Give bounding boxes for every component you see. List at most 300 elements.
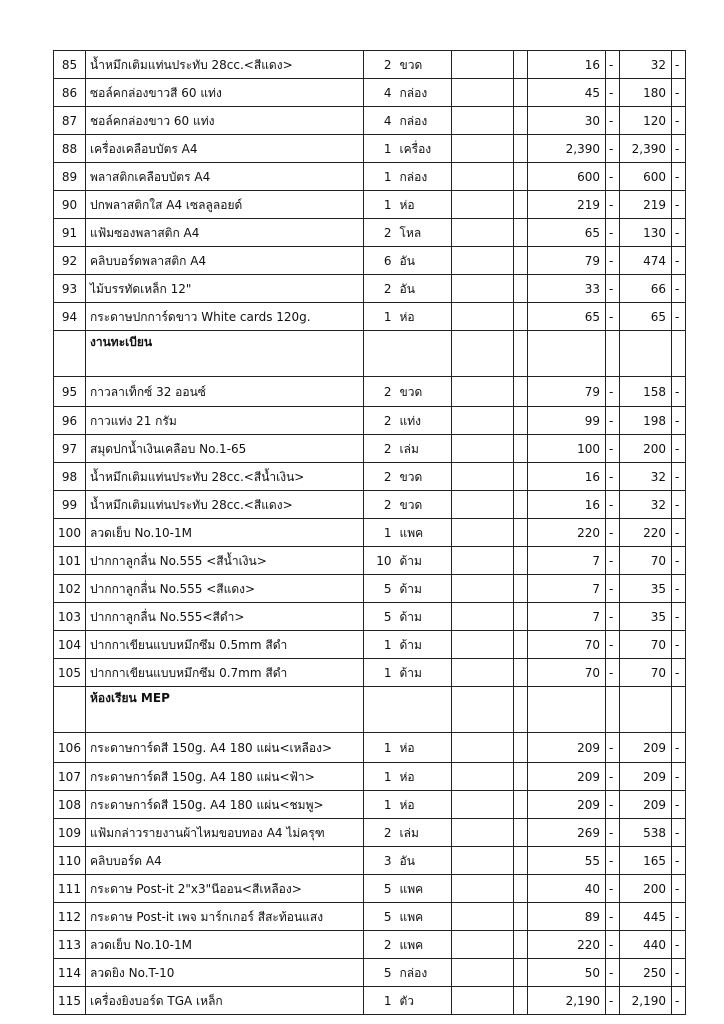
row-number: 115 bbox=[54, 987, 86, 1015]
unit-price: 89 bbox=[528, 903, 606, 931]
row-number: 112 bbox=[54, 903, 86, 931]
unit-price: 65 bbox=[528, 219, 606, 247]
spacer-cell bbox=[514, 191, 528, 219]
spacer-cell bbox=[452, 687, 514, 733]
unit-price: 2,390 bbox=[528, 135, 606, 163]
item-quantity: 1 bbox=[364, 763, 398, 791]
row-number: 107 bbox=[54, 763, 86, 791]
table-row bbox=[54, 791, 686, 819]
table-row bbox=[54, 191, 686, 219]
unit-price: 99 bbox=[528, 407, 606, 435]
total-price: 32 bbox=[620, 463, 672, 491]
item-quantity: 1 bbox=[364, 135, 398, 163]
unit-price: 7 bbox=[528, 575, 606, 603]
row-number: 113 bbox=[54, 931, 86, 959]
total-price: 35 bbox=[620, 603, 672, 631]
unit-price-dash: - bbox=[606, 303, 620, 331]
spacer-cell bbox=[514, 659, 528, 687]
unit-price-dash: - bbox=[606, 931, 620, 959]
table-row bbox=[54, 847, 686, 875]
spacer-cell bbox=[452, 191, 514, 219]
unit-price-dash: - bbox=[606, 819, 620, 847]
table-row bbox=[54, 303, 686, 331]
total-price-dash: - bbox=[672, 51, 686, 79]
item-unit: เล่ม bbox=[398, 819, 452, 847]
item-name: ปากกาลูกลื่น No.555<สีดำ> bbox=[86, 603, 364, 631]
table-row bbox=[54, 51, 686, 79]
row-number: 108 bbox=[54, 791, 86, 819]
item-name: กระดาษ Post-it เพจ มาร์กเกอร์ สีสะท้อนแสง bbox=[86, 903, 364, 931]
item-quantity: 5 bbox=[364, 875, 398, 903]
row-number: 98 bbox=[54, 463, 86, 491]
total-price-dash: - bbox=[672, 435, 686, 463]
unit-price-dash: - bbox=[606, 547, 620, 575]
total-price-dash: - bbox=[672, 847, 686, 875]
item-quantity: 1 bbox=[364, 791, 398, 819]
total-price-dash: - bbox=[672, 987, 686, 1015]
unit-price: 55 bbox=[528, 847, 606, 875]
item-quantity: 1 bbox=[364, 733, 398, 763]
unit-price: 40 bbox=[528, 875, 606, 903]
unit-price-dash: - bbox=[606, 135, 620, 163]
total-price: 209 bbox=[620, 733, 672, 763]
table-row bbox=[54, 903, 686, 931]
unit-price-dash: - bbox=[606, 987, 620, 1015]
spacer-cell bbox=[514, 733, 528, 763]
unit-price: 70 bbox=[528, 631, 606, 659]
unit-price-dash: - bbox=[606, 603, 620, 631]
table-row bbox=[54, 875, 686, 903]
spacer-cell bbox=[452, 219, 514, 247]
unit-price-dash: - bbox=[606, 491, 620, 519]
unit-price-dash-cell bbox=[606, 331, 620, 377]
spacer-cell bbox=[452, 247, 514, 275]
total-price-dash: - bbox=[672, 659, 686, 687]
unit-price-dash: - bbox=[606, 79, 620, 107]
unit-cell bbox=[398, 331, 452, 377]
item-quantity: 1 bbox=[364, 191, 398, 219]
item-quantity: 4 bbox=[364, 107, 398, 135]
item-unit: เล่ม bbox=[398, 435, 452, 463]
spacer-cell bbox=[452, 733, 514, 763]
spacer-cell bbox=[452, 135, 514, 163]
item-unit: ขวด bbox=[398, 51, 452, 79]
total-price-cell bbox=[620, 687, 672, 733]
spacer-cell bbox=[514, 687, 528, 733]
item-quantity: 2 bbox=[364, 435, 398, 463]
total-price-dash: - bbox=[672, 959, 686, 987]
row-number: 103 bbox=[54, 603, 86, 631]
spacer-cell bbox=[514, 135, 528, 163]
item-unit: ห่อ bbox=[398, 763, 452, 791]
item-name: กาวลาเท็กซ์ 32 ออนซ์ bbox=[86, 377, 364, 407]
row-number: 105 bbox=[54, 659, 86, 687]
total-price: 220 bbox=[620, 519, 672, 547]
table-row bbox=[54, 603, 686, 631]
item-quantity: 2 bbox=[364, 463, 398, 491]
spacer-cell bbox=[452, 959, 514, 987]
spacer-cell bbox=[452, 819, 514, 847]
unit-price: 100 bbox=[528, 435, 606, 463]
section-title: งานทะเบียน bbox=[86, 331, 364, 377]
spacer-cell bbox=[514, 51, 528, 79]
table-row bbox=[54, 659, 686, 687]
total-price-dash: - bbox=[672, 247, 686, 275]
total-price-dash: - bbox=[672, 303, 686, 331]
item-quantity: 1 bbox=[364, 163, 398, 191]
item-quantity: 1 bbox=[364, 987, 398, 1015]
total-price: 198 bbox=[620, 407, 672, 435]
unit-price: 79 bbox=[528, 377, 606, 407]
item-unit: กล่อง bbox=[398, 79, 452, 107]
spacer-cell bbox=[452, 987, 514, 1015]
item-name: ลวดเย็บ No.10-1M bbox=[86, 931, 364, 959]
item-unit: ขวด bbox=[398, 377, 452, 407]
row-number: 94 bbox=[54, 303, 86, 331]
total-price-dash: - bbox=[672, 377, 686, 407]
item-name: ปากกาลูกลื่น No.555 <สีน้ำเงิน> bbox=[86, 547, 364, 575]
item-name: พลาสติกเคลือบบัตร A4 bbox=[86, 163, 364, 191]
row-number: 91 bbox=[54, 219, 86, 247]
total-price: 474 bbox=[620, 247, 672, 275]
table-row bbox=[54, 79, 686, 107]
total-price: 440 bbox=[620, 931, 672, 959]
unit-price-dash: - bbox=[606, 247, 620, 275]
unit-price-dash: - bbox=[606, 575, 620, 603]
unit-price-dash: - bbox=[606, 959, 620, 987]
spacer-cell bbox=[452, 491, 514, 519]
item-unit: แพค bbox=[398, 903, 452, 931]
total-price-dash: - bbox=[672, 275, 686, 303]
table-row bbox=[54, 107, 686, 135]
item-quantity: 5 bbox=[364, 959, 398, 987]
item-name: น้ำหมึกเติมแท่นประทับ 28cc.<สีแดง> bbox=[86, 51, 364, 79]
item-unit: ด้าม bbox=[398, 659, 452, 687]
spacer-cell bbox=[452, 791, 514, 819]
item-unit: ห่อ bbox=[398, 191, 452, 219]
total-price-dash: - bbox=[672, 547, 686, 575]
total-price-dash-cell bbox=[672, 687, 686, 733]
total-price: 120 bbox=[620, 107, 672, 135]
unit-price: 33 bbox=[528, 275, 606, 303]
total-price: 250 bbox=[620, 959, 672, 987]
spacer-cell bbox=[514, 931, 528, 959]
spacer-cell bbox=[514, 987, 528, 1015]
total-price: 538 bbox=[620, 819, 672, 847]
total-price: 2,190 bbox=[620, 987, 672, 1015]
unit-price: 2,190 bbox=[528, 987, 606, 1015]
item-quantity: 2 bbox=[364, 51, 398, 79]
spacer-cell bbox=[514, 163, 528, 191]
item-name: ชอล์คกล่องขาว 60 แท่ง bbox=[86, 107, 364, 135]
total-price: 200 bbox=[620, 435, 672, 463]
item-name: แฟ้มกล่าวรายงานผ้าไหมขอบทอง A4 ไม่ครุฑ bbox=[86, 819, 364, 847]
unit-price: 50 bbox=[528, 959, 606, 987]
row-number: 90 bbox=[54, 191, 86, 219]
item-unit: แพค bbox=[398, 519, 452, 547]
section-title: ห้องเรียน MEP bbox=[86, 687, 364, 733]
unit-price: 70 bbox=[528, 659, 606, 687]
total-price-dash: - bbox=[672, 519, 686, 547]
spacer-cell bbox=[452, 303, 514, 331]
spacer-cell bbox=[452, 875, 514, 903]
spacer-cell bbox=[452, 903, 514, 931]
item-quantity: 1 bbox=[364, 631, 398, 659]
total-price-dash: - bbox=[672, 79, 686, 107]
row-number: 102 bbox=[54, 575, 86, 603]
spacer-cell bbox=[514, 791, 528, 819]
spacer-cell bbox=[514, 107, 528, 135]
item-unit: กล่อง bbox=[398, 107, 452, 135]
item-name: กระดาษการ์ดสี 150g. A4 180 แผ่น<ฟ้า> bbox=[86, 763, 364, 791]
unit-price: 79 bbox=[528, 247, 606, 275]
unit-price: 220 bbox=[528, 519, 606, 547]
table-row bbox=[54, 435, 686, 463]
item-name: กระดาษ Post-it 2"x3"นีออน<สีเหลือง> bbox=[86, 875, 364, 903]
total-price: 158 bbox=[620, 377, 672, 407]
unit-price-dash: - bbox=[606, 733, 620, 763]
unit-price: 209 bbox=[528, 791, 606, 819]
total-price-dash: - bbox=[672, 875, 686, 903]
total-price-dash: - bbox=[672, 931, 686, 959]
spacer-cell bbox=[452, 407, 514, 435]
row-number: 93 bbox=[54, 275, 86, 303]
item-quantity: 2 bbox=[364, 819, 398, 847]
item-name: คลิบบอร์ดพลาสติก A4 bbox=[86, 247, 364, 275]
table-row bbox=[54, 135, 686, 163]
unit-price: 45 bbox=[528, 79, 606, 107]
table-row bbox=[54, 931, 686, 959]
table-row bbox=[54, 463, 686, 491]
item-unit: เครื่อง bbox=[398, 135, 452, 163]
unit-price-dash: - bbox=[606, 519, 620, 547]
spacer-cell bbox=[514, 875, 528, 903]
unit-price-cell bbox=[528, 687, 606, 733]
total-price-dash: - bbox=[672, 631, 686, 659]
item-unit: กล่อง bbox=[398, 959, 452, 987]
spacer-cell bbox=[514, 631, 528, 659]
item-name: ปากกาเขียนแบบหมึกซึม 0.5mm สีดำ bbox=[86, 631, 364, 659]
item-quantity: 2 bbox=[364, 275, 398, 303]
table-row bbox=[54, 959, 686, 987]
spacer-cell bbox=[514, 247, 528, 275]
item-unit: ห่อ bbox=[398, 791, 452, 819]
total-price: 2,390 bbox=[620, 135, 672, 163]
item-name: ปากกาลูกลื่น No.555 <สีแดง> bbox=[86, 575, 364, 603]
spacer-cell bbox=[452, 631, 514, 659]
item-name: ซอล์คกล่องขาวสี 60 แท่ง bbox=[86, 79, 364, 107]
unit-price-dash: - bbox=[606, 903, 620, 931]
total-price-dash: - bbox=[672, 219, 686, 247]
total-price-dash: - bbox=[672, 903, 686, 931]
item-name: ลวดเย็บ No.10-1M bbox=[86, 519, 364, 547]
total-price-dash: - bbox=[672, 733, 686, 763]
total-price: 209 bbox=[620, 791, 672, 819]
total-price-cell bbox=[620, 331, 672, 377]
item-unit: ด้าม bbox=[398, 575, 452, 603]
row-number: 86 bbox=[54, 79, 86, 107]
item-name: น้ำหมึกเติมแท่นประทับ 28cc.<สีน้ำเงิน> bbox=[86, 463, 364, 491]
total-price-dash: - bbox=[672, 407, 686, 435]
item-unit: แพค bbox=[398, 931, 452, 959]
total-price: 35 bbox=[620, 575, 672, 603]
spacer-cell bbox=[452, 847, 514, 875]
spacer-cell bbox=[514, 331, 528, 377]
item-name: เครื่องเคลือบบัตร A4 bbox=[86, 135, 364, 163]
row-number: 104 bbox=[54, 631, 86, 659]
unit-price-dash: - bbox=[606, 631, 620, 659]
spacer-cell bbox=[514, 407, 528, 435]
item-name: แฟ้มซองพลาสติก A4 bbox=[86, 219, 364, 247]
spacer-cell bbox=[514, 303, 528, 331]
spacer-cell bbox=[452, 51, 514, 79]
row-number-cell bbox=[54, 331, 86, 377]
spacer-cell bbox=[452, 275, 514, 303]
spacer-cell bbox=[452, 377, 514, 407]
total-price-dash-cell bbox=[672, 331, 686, 377]
spacer-cell bbox=[452, 519, 514, 547]
item-name: เครื่องยิงบอร์ด TGA เหล็ก bbox=[86, 987, 364, 1015]
total-price: 165 bbox=[620, 847, 672, 875]
unit-price: 65 bbox=[528, 303, 606, 331]
item-name: กระดาษปกการ์ดขาว White cards 120g. bbox=[86, 303, 364, 331]
row-number: 111 bbox=[54, 875, 86, 903]
table-row bbox=[54, 519, 686, 547]
item-unit: กล่อง bbox=[398, 163, 452, 191]
total-price: 180 bbox=[620, 79, 672, 107]
item-name: ลวดยิง No.T-10 bbox=[86, 959, 364, 987]
total-price-dash: - bbox=[672, 791, 686, 819]
spacer-cell bbox=[514, 79, 528, 107]
item-name: ปกพลาสติกใส A4 เซลลูลอยด์ bbox=[86, 191, 364, 219]
row-number: 106 bbox=[54, 733, 86, 763]
unit-price-dash: - bbox=[606, 219, 620, 247]
total-price-dash: - bbox=[672, 163, 686, 191]
unit-price: 16 bbox=[528, 51, 606, 79]
spacer-cell bbox=[452, 79, 514, 107]
total-price: 600 bbox=[620, 163, 672, 191]
spacer-cell bbox=[452, 575, 514, 603]
total-price-dash: - bbox=[672, 135, 686, 163]
supplies-table bbox=[53, 50, 686, 1015]
item-unit: ห่อ bbox=[398, 303, 452, 331]
item-quantity: 2 bbox=[364, 219, 398, 247]
total-price-dash: - bbox=[672, 603, 686, 631]
spacer-cell bbox=[452, 463, 514, 491]
total-price-dash: - bbox=[672, 491, 686, 519]
total-price: 32 bbox=[620, 491, 672, 519]
table-body bbox=[54, 51, 686, 1015]
item-quantity: 6 bbox=[364, 247, 398, 275]
table-row bbox=[54, 763, 686, 791]
spacer-cell bbox=[514, 903, 528, 931]
spacer-cell bbox=[452, 331, 514, 377]
item-quantity: 5 bbox=[364, 603, 398, 631]
row-number: 95 bbox=[54, 377, 86, 407]
total-price-dash: - bbox=[672, 819, 686, 847]
total-price-dash: - bbox=[672, 191, 686, 219]
total-price: 70 bbox=[620, 659, 672, 687]
total-price-dash: - bbox=[672, 107, 686, 135]
item-quantity: 3 bbox=[364, 847, 398, 875]
total-price: 130 bbox=[620, 219, 672, 247]
item-unit: ตัว bbox=[398, 987, 452, 1015]
row-number: 85 bbox=[54, 51, 86, 79]
total-price-dash: - bbox=[672, 763, 686, 791]
row-number: 92 bbox=[54, 247, 86, 275]
total-price: 219 bbox=[620, 191, 672, 219]
item-quantity: 10 bbox=[364, 547, 398, 575]
unit-price-dash: - bbox=[606, 51, 620, 79]
spacer-cell bbox=[514, 463, 528, 491]
table-row bbox=[54, 247, 686, 275]
unit-price-dash-cell bbox=[606, 687, 620, 733]
item-unit: ขวด bbox=[398, 463, 452, 491]
table-row bbox=[54, 377, 686, 407]
total-price: 445 bbox=[620, 903, 672, 931]
item-unit: อัน bbox=[398, 247, 452, 275]
quantity-cell bbox=[364, 331, 398, 377]
total-price-dash: - bbox=[672, 575, 686, 603]
item-unit: ห่อ bbox=[398, 733, 452, 763]
row-number: 88 bbox=[54, 135, 86, 163]
spacer-cell bbox=[514, 491, 528, 519]
unit-price: 7 bbox=[528, 603, 606, 631]
spacer-cell bbox=[514, 219, 528, 247]
item-unit: อัน bbox=[398, 275, 452, 303]
total-price: 32 bbox=[620, 51, 672, 79]
spacer-cell bbox=[452, 107, 514, 135]
unit-price-dash: - bbox=[606, 463, 620, 491]
unit-price: 269 bbox=[528, 819, 606, 847]
item-unit: ด้าม bbox=[398, 631, 452, 659]
item-quantity: 1 bbox=[364, 519, 398, 547]
spacer-cell bbox=[452, 763, 514, 791]
spacer-cell bbox=[514, 575, 528, 603]
table-row bbox=[54, 491, 686, 519]
spacer-cell bbox=[452, 435, 514, 463]
unit-price-dash: - bbox=[606, 763, 620, 791]
row-number: 114 bbox=[54, 959, 86, 987]
spacer-cell bbox=[452, 547, 514, 575]
item-quantity: 2 bbox=[364, 377, 398, 407]
row-number: 97 bbox=[54, 435, 86, 463]
unit-price-dash: - bbox=[606, 191, 620, 219]
unit-price-dash: - bbox=[606, 435, 620, 463]
spacer-cell bbox=[514, 819, 528, 847]
unit-price: 30 bbox=[528, 107, 606, 135]
spacer-cell bbox=[514, 959, 528, 987]
total-price: 209 bbox=[620, 763, 672, 791]
unit-price: 16 bbox=[528, 463, 606, 491]
unit-cell bbox=[398, 687, 452, 733]
table-row bbox=[54, 275, 686, 303]
table-row bbox=[54, 163, 686, 191]
unit-price: 7 bbox=[528, 547, 606, 575]
table-row bbox=[54, 819, 686, 847]
item-quantity: 5 bbox=[364, 575, 398, 603]
spacer-cell bbox=[452, 659, 514, 687]
row-number: 109 bbox=[54, 819, 86, 847]
row-number: 89 bbox=[54, 163, 86, 191]
item-name: สมุดปกน้ำเงินเคลือบ No.1-65 bbox=[86, 435, 364, 463]
item-name: น้ำหมึกเติมแท่นประทับ 28cc.<สีแดง> bbox=[86, 491, 364, 519]
spacer-cell bbox=[514, 763, 528, 791]
row-number: 110 bbox=[54, 847, 86, 875]
table-row bbox=[54, 631, 686, 659]
row-number: 87 bbox=[54, 107, 86, 135]
item-quantity: 2 bbox=[364, 931, 398, 959]
